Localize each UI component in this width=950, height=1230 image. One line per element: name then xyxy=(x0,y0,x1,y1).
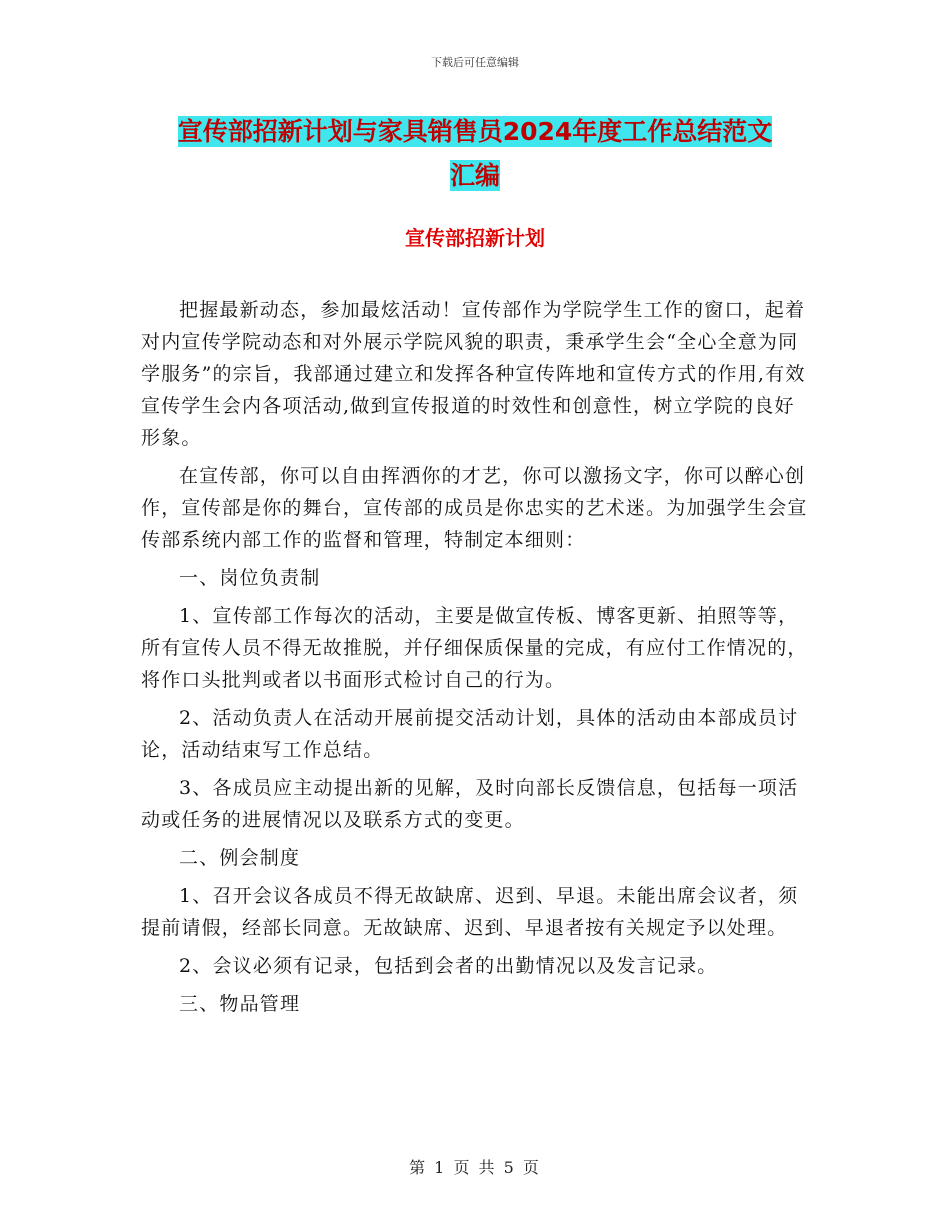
paragraph: 1、宣传部工作每次的活动，主要是做宣传板、博客更新、拍照等等，所有宣传人员不得无故推脱，并仔细保质保量的完成，有应付工作情况的，将作口头批判或者以书面形式检讨自己的行为。 xyxy=(141,605,808,691)
heading-job-responsibility: 一、岗位负责制 xyxy=(179,567,321,589)
paragraph: 在宣传部，你可以自由挥洒你的才艺，你可以激扬文字，你可以醉心创作，宣传部是你的舞台，宣传部的成员是你忠实的艺术迷。为加强学生会宣传部系统内部工作的监督和管理，特制定本细则： xyxy=(141,465,808,551)
document-title-line-1: 宣传部招新计划与家具销售员2024年度工作总结范文 xyxy=(177,117,773,146)
paragraph: 把握最新动态，参加最炫活动！宣传部作为学院学生工作的窗口，起着对内宣传学院动态和对外展示学院风貌的职责，秉承学生会“全心全意为同学服务”的宗旨，我部通过建立和发挥各种宣传阵地和宣传方式的作用,有效宣传学生会内各项活动,做到宣传报道的时效性和创意性，树立学院的良好形象。 xyxy=(141,299,806,449)
document-title xyxy=(140,110,810,198)
heading-meeting-system: 二、例会制度 xyxy=(179,847,301,869)
paragraph: 2、会议必须有记录，包括到会者的出勤情况以及发言记录。 xyxy=(179,955,718,977)
section-title: 宣传部招新计划 xyxy=(405,226,545,250)
page-number: 第 1 页 共 5 页 xyxy=(409,1158,541,1177)
heading-item-management: 三、物品管理 xyxy=(179,993,301,1015)
document-title-line-2: 汇编 xyxy=(449,161,500,190)
paragraph: 1、召开会议各成员不得无故缺席、迟到、早退。未能出席会议者，须提前请假，经部长同意。无故缺席、迟到、早退者按有关规定予以处理。 xyxy=(141,885,799,939)
paragraph: 3、各成员应主动提出新的见解，及时向部长反馈信息，包括每一项活动或任务的进展情况以及联系方式的变更。 xyxy=(141,777,799,831)
page-header-note: 下载后可任意编辑 xyxy=(431,56,519,69)
paragraph: 2、活动负责人在活动开展前提交活动计划，具体的活动由本部成员讨论，活动结束写工作总结。 xyxy=(141,707,799,761)
document-body xyxy=(141,294,811,1026)
